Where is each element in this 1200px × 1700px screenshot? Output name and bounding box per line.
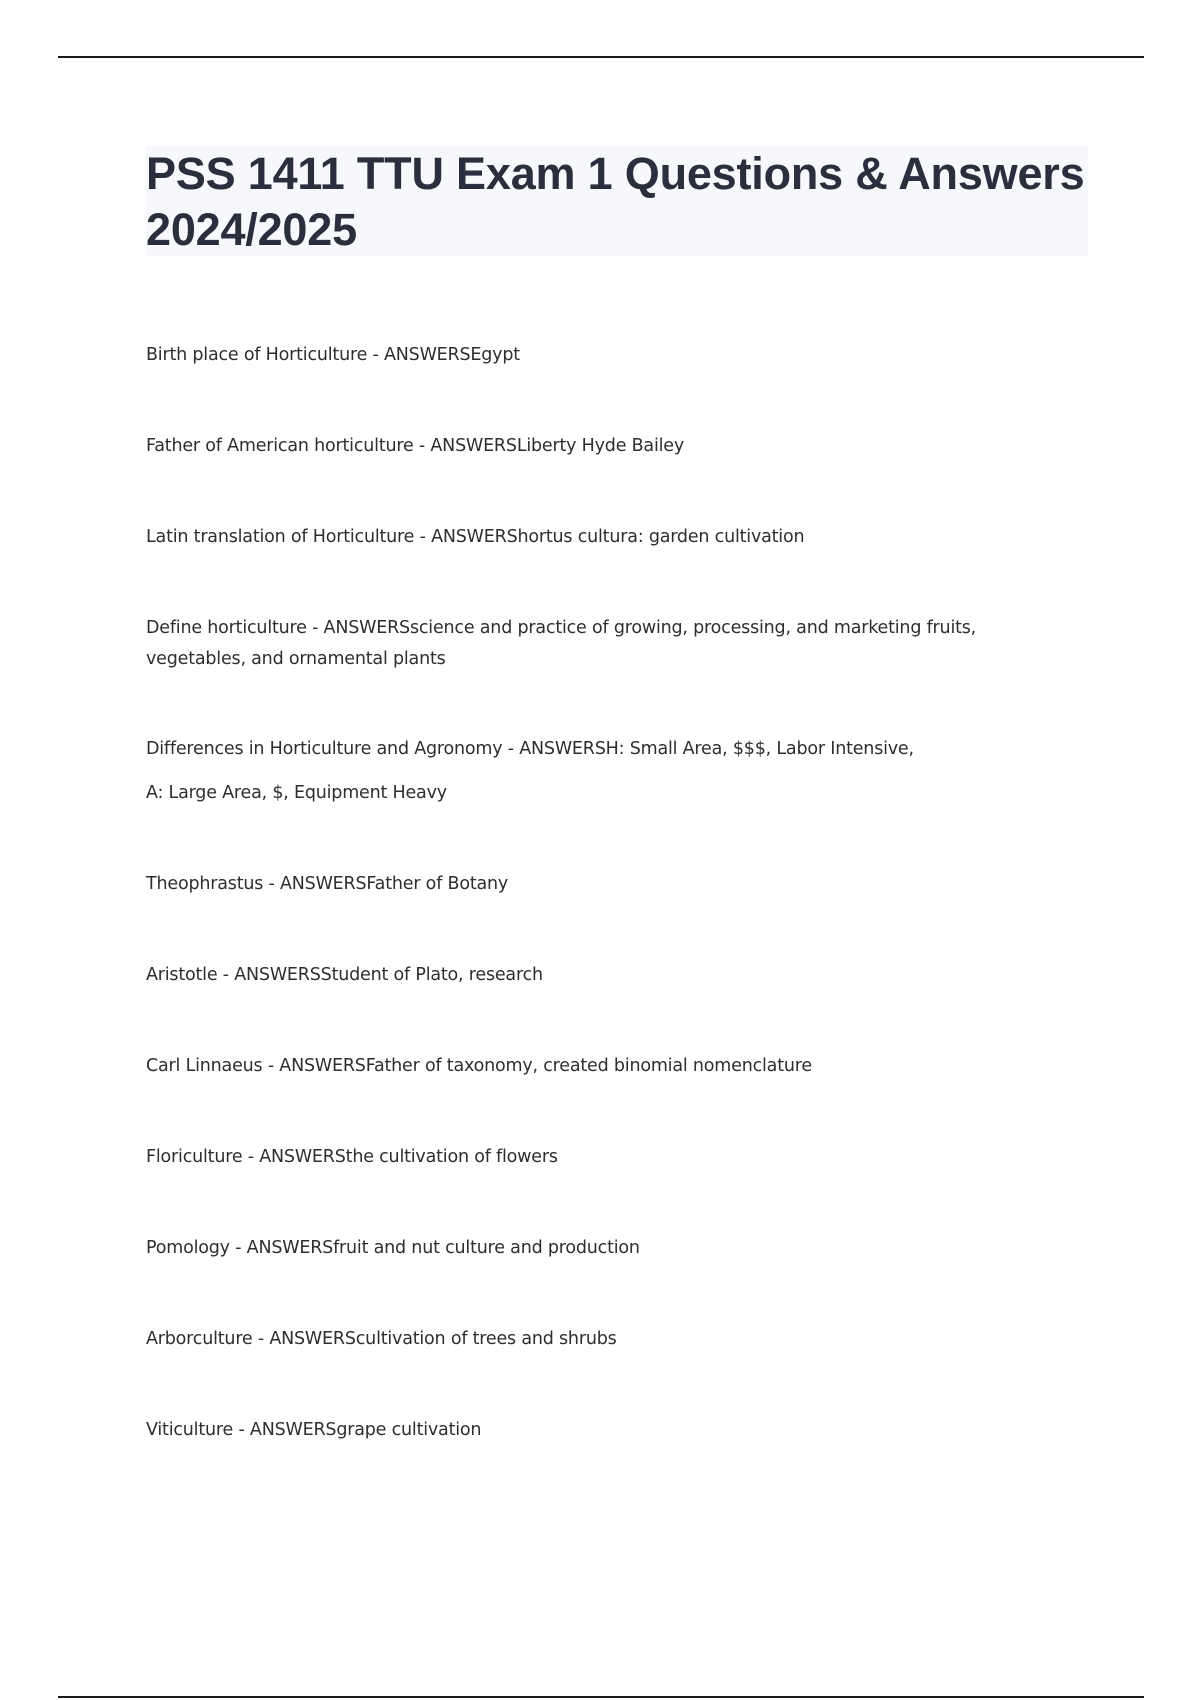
- answers-separator: - ANSWERS: [242, 1147, 346, 1167]
- answers-separator: - ANSWERS: [229, 1238, 334, 1258]
- answers-separator: - ANSWERS: [367, 345, 471, 365]
- top-rule: [58, 56, 1144, 58]
- answer-text: Student of Plato, research: [320, 965, 543, 985]
- qa-item: [146, 1233, 1066, 1264]
- answer-text: the cultivation of flowers: [345, 1147, 558, 1167]
- answer-text: fruit and nut culture and production: [333, 1238, 640, 1258]
- question-text: Floriculture: [146, 1147, 243, 1167]
- answer-text: hortus cultura: garden cultivation: [517, 527, 805, 547]
- question-text: Arborculture: [146, 1329, 253, 1349]
- bottom-rule: [58, 1696, 1144, 1698]
- question-text: Father of American horticulture: [146, 436, 414, 456]
- title-block: [146, 146, 1088, 256]
- answer-text: Liberty Hyde Bailey: [516, 436, 685, 456]
- answers-separator: - ANSWERS: [263, 874, 367, 894]
- answer-text-line2: A: Large Area, $, Equipment Heavy: [146, 783, 447, 803]
- question-text: Pomology: [146, 1238, 230, 1258]
- qa-item: [146, 522, 1066, 553]
- question-text: Birth place of Horticulture: [146, 345, 368, 365]
- answers-separator: - ANSWERS: [413, 436, 517, 456]
- answers-separator: - ANSWERS: [502, 739, 606, 759]
- answer-text: grape cultivation: [336, 1420, 482, 1440]
- question-text: Differences in Horticulture and Agronomy: [146, 739, 503, 759]
- question-text: Carl Linnaeus: [146, 1056, 263, 1076]
- answers-separator: - ANSWERS: [217, 965, 321, 985]
- qa-item: [146, 1142, 1066, 1173]
- answers-separator: - ANSWERS: [414, 527, 518, 547]
- answers-separator: - ANSWERS: [233, 1420, 337, 1440]
- answer-text: science and practice of growing, processing, and marketing fruits, vegetables, and ornamental plants: [146, 618, 977, 669]
- answer-text: H: Small Area, $$$, Labor Intensive,: [605, 739, 914, 759]
- qa-item: [146, 1324, 1066, 1355]
- answers-separator: - ANSWERS: [306, 618, 410, 638]
- question-text: Aristotle: [146, 965, 218, 985]
- question-text: Viticulture: [146, 1420, 234, 1440]
- answer-text: Egypt: [470, 345, 520, 365]
- qa-item: [146, 340, 1066, 371]
- qa-item: [146, 1415, 1066, 1446]
- answer-text: cultivation of trees and shrubs: [355, 1329, 617, 1349]
- qa-item: [146, 869, 1066, 900]
- page-title: PSS 1411 TTU Exam 1 Questions & Answers 2024/2025: [146, 148, 1085, 255]
- answer-text: Father of taxonomy, created binomial nomenclature: [365, 1056, 812, 1076]
- question-text: Define horticulture: [146, 618, 307, 638]
- question-text: Latin translation of Horticulture: [146, 527, 415, 547]
- qa-item: [146, 960, 1066, 991]
- question-text: Theophrastus: [146, 874, 264, 894]
- answers-separator: - ANSWERS: [262, 1056, 366, 1076]
- qa-item: [146, 1051, 1066, 1082]
- qa-item: [146, 431, 1066, 462]
- answers-separator: - ANSWERS: [252, 1329, 356, 1349]
- qa-item: [146, 613, 1066, 675]
- qa-item: [146, 734, 1066, 809]
- answer-text: Father of Botany: [366, 874, 509, 894]
